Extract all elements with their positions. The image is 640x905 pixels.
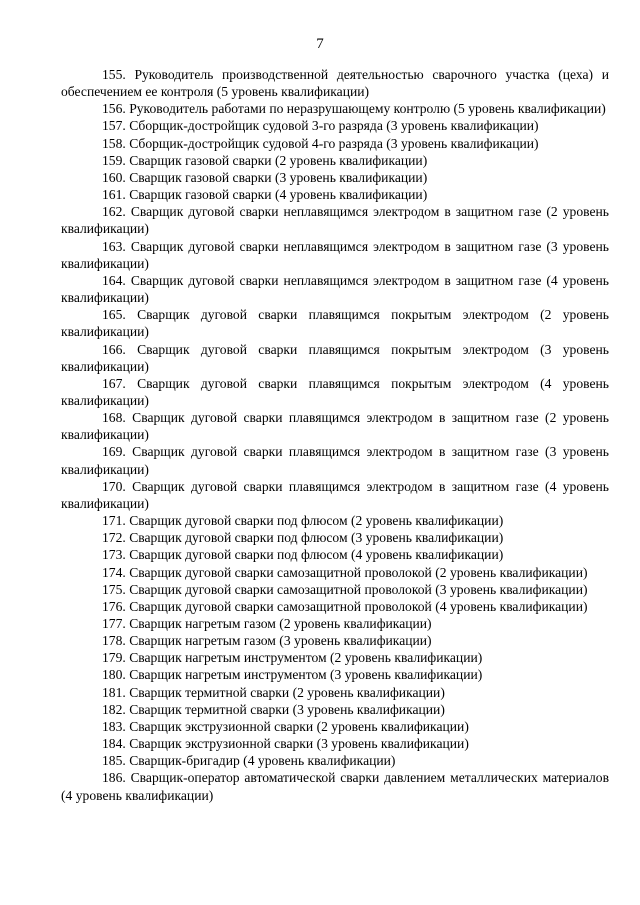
list-item: 175. Сварщик дуговой сварки самозащитной проволокой (3 уровень квалификации) bbox=[102, 581, 588, 597]
list-item: 181. Сварщик термитной сварки (2 уровень квалификации) bbox=[102, 684, 445, 700]
list-item: 182. Сварщик термитной сварки (3 уровень квалификации) bbox=[102, 701, 445, 717]
qualification-list bbox=[61, 66, 609, 804]
list-item: 179. Сварщик нагретым инструментом (2 уровень квалификации) bbox=[102, 650, 483, 666]
list-item: 173. Сварщик дуговой сварки под флюсом (4 уровень квалификации) bbox=[102, 547, 504, 563]
list-item: 156. Руководитель работами по неразрушающему контролю (5 уровень квалификации) bbox=[102, 101, 606, 117]
list-item: 158. Сборщик-достройщик судовой 4-го разряда (3 уровень квалификации) bbox=[102, 135, 539, 151]
list-item: 170. Сварщик дуговой сварки плавящимся электродом в защитном газе (4 уровень квалификации) bbox=[61, 478, 609, 511]
list-item: 159. Сварщик газовой сварки (2 уровень квалификации) bbox=[102, 152, 428, 168]
list-item: 160. Сварщик газовой сварки (3 уровень квалификации) bbox=[102, 169, 428, 185]
list-item: 171. Сварщик дуговой сварки под флюсом (2 уровень квалификации) bbox=[102, 513, 504, 529]
list-item: 185. Сварщик-бригадир (4 уровень квалификации) bbox=[102, 753, 396, 769]
list-item: 167. Сварщик дуговой сварки плавящимся покрытым электродом (4 уровень квалификации) bbox=[61, 375, 609, 408]
list-item: 161. Сварщик газовой сварки (4 уровень квалификации) bbox=[102, 187, 428, 203]
list-item: 186. Сварщик-оператор автоматической сварки давлением металлических материалов (4 уровень квалификации) bbox=[61, 770, 609, 803]
list-item: 183. Сварщик экструзионной сварки (2 уровень квалификации) bbox=[102, 718, 469, 734]
list-item: 163. Сварщик дуговой сварки неплавящимся электродом в защитном газе (3 уровень квалификации) bbox=[61, 238, 609, 271]
list-item: 157. Сборщик-достройщик судовой 3-го разряда (3 уровень квалификации) bbox=[102, 118, 539, 134]
list-item: 169. Сварщик дуговой сварки плавящимся электродом в защитном газе (3 уровень квалификации) bbox=[61, 444, 609, 477]
list-item: 180. Сварщик нагретым инструментом (3 уровень квалификации) bbox=[102, 667, 483, 683]
list-item: 165. Сварщик дуговой сварки плавящимся покрытым электродом (2 уровень квалификации) bbox=[61, 307, 609, 340]
list-item: 178. Сварщик нагретым газом (3 уровень квалификации) bbox=[102, 633, 432, 649]
list-item: 166. Сварщик дуговой сварки плавящимся покрытым электродом (3 уровень квалификации) bbox=[61, 341, 609, 374]
list-item: 176. Сварщик дуговой сварки самозащитной проволокой (4 уровень квалификации) bbox=[102, 598, 588, 614]
list-item: 172. Сварщик дуговой сварки под флюсом (3 уровень квалификации) bbox=[102, 530, 504, 546]
list-item: 174. Сварщик дуговой сварки самозащитной проволокой (2 уровень квалификации) bbox=[102, 564, 588, 580]
list-item: 155. Руководитель производственной деятельностью сварочного участка (цеха) и обеспечением ее контроля (5 уровень квалификации) bbox=[61, 67, 609, 100]
list-item: 177. Сварщик нагретым газом (2 уровень квалификации) bbox=[102, 616, 432, 631]
list-item: 164. Сварщик дуговой сварки неплавящимся электродом в защитном газе (4 уровень квалификации) bbox=[61, 272, 609, 306]
list-item: 162. Сварщик дуговой сварки неплавящимся электродом в защитном газе (2 уровень квалификации) bbox=[61, 204, 609, 237]
list-item: 168. Сварщик дуговой сварки плавящимся электродом в защитном газе (2 уровень квалификации) bbox=[61, 410, 609, 443]
list-item: 184. Сварщик экструзионной сварки (3 уровень квалификации) bbox=[102, 736, 469, 752]
page-number: 7 bbox=[316, 36, 324, 52]
